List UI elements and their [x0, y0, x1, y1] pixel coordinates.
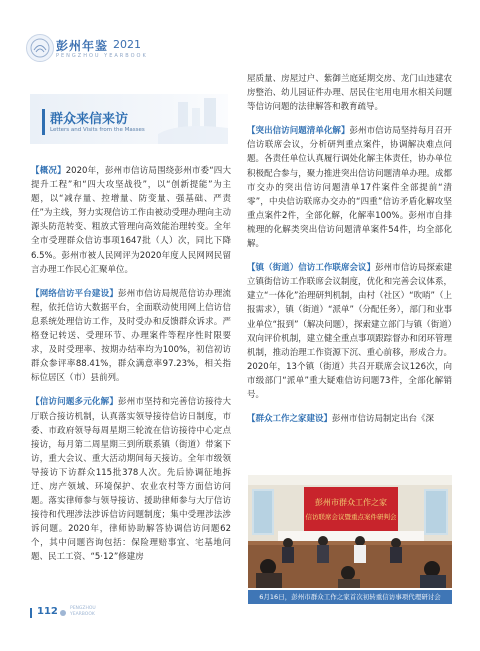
meeting-photo [248, 475, 452, 588]
right-text-column [247, 72, 452, 436]
footer-accent-bar [30, 608, 32, 618]
footer-dot-icon [60, 610, 66, 616]
yearbook-title: 彭州年鉴 [56, 39, 109, 53]
yearbook-subtitle: PENGZHOU YEARBOOK [56, 53, 148, 59]
section-subtitle: Letters and Visits from the Masses [50, 127, 145, 133]
meeting-photo-illustration [248, 475, 452, 588]
paragraph-text: 彭州市信访局制定出台《深 [332, 414, 435, 425]
page-header [0, 0, 480, 70]
left-text-column [31, 164, 231, 575]
paragraph-text: 彭州市信访局探索建立镇街信访工作联席会议制度，优化和完善会议体系，建立“一体化”治理研判机制，由村（社区）“吹哨”（上报需求），镇（街道）“派单”（分配任务），部门和业事业单位“报到”（解决问题），探索建立部门与镇（街道）双向评价机制，建立健全重点事项跟踪督办和闭环管理机制，推动治理工作资源下沉、重心前移，形成合力。2020年，13个镇（街道）共召开联席会议126次，向市级部门“派单”重大疑难信访问题73件，全部化解销号。 [247, 263, 452, 400]
paragraph-text: 彭州市坚持和完善信访接待大厅联合接访机制，认真落实领导接待信访日制度，市委、市政府领导每周星期三轮流在信访接待中心定点接访，每月第二周星期三到所联系镇（街道）带案下访，重大会议、重大活动期间每天接访。全年市级领导接访下访群众115批378人次。先后协调征地拆迁、房产领域、环境保护、农业农村等方面信访问题。落实律师参与领导接访、援助律师参与大厅信访接待和代理涉法涉诉信访问题制度；集中受理涉法涉诉问题。2020年，律师协助解答协调信访问题62个，其中问题咨询包括：保险理赔事宜、宅基地问题、民工工资、“5·12”修建房 [31, 397, 231, 563]
paragraph-text: 彭州市信访局坚持每月召开信访联席会议，分析研判重点案件，协调解决难点问题。各责任单位认真履行调处化解主体责任，协办单位积极配合参与，聚力推进突出信访问题清单办理。成都市交办的突出信访问题清单17件案件全部提前“清零”，中央信访联席办交办的“四重”信访矛盾化解攻坚重点案件2件，全部化解，化解率100%。彭州市自排梳理的化解类突出信访问题清单案件54件，均全部化解。 [247, 126, 452, 250]
paragraph-tag: 【网络信访平台建设】 [31, 288, 119, 299]
paragraph-tag: 【镇（街道）信访工作联席会议】 [247, 263, 376, 274]
section-banner [30, 94, 228, 144]
paragraph-text: 屋质量、房屋过户、紫御兰庭延期交房、龙门山违建农房整治、幼儿园证件办理、居民住宅用电用水相关问题等信访问题的法律解答和教育疏导。 [247, 74, 452, 113]
paragraph-tag: 【突出信访问题清单化解】 [247, 126, 350, 137]
photo-caption: 6月16日，彭州市群众工作之家首次初转重信访事项代理研讨会 [248, 590, 452, 604]
photo-banner-line1: 彭州市群众工作之家 [315, 498, 387, 507]
banner-accent-bar [42, 109, 45, 135]
paragraph-tag: 【群众工作之家建设】 [247, 414, 333, 425]
paragraph [247, 261, 452, 402]
yearbook-logo-icon [26, 34, 54, 62]
photo-banner-line2: 信访联席会议暨重点案件研判会 [305, 513, 397, 521]
page-number: 112 [37, 606, 58, 617]
banner-decoration-icon [118, 94, 228, 144]
paragraph [247, 124, 452, 251]
paragraph-tag: 【概况】 [31, 166, 66, 176]
footer-label-line2: YEARBOOK [70, 612, 95, 617]
paragraph [31, 164, 231, 277]
paragraph [247, 412, 452, 426]
paragraph-tag: 【信访问题多元化解】 [31, 397, 119, 408]
paragraph [31, 287, 231, 386]
paragraph [247, 72, 452, 114]
footer-label [70, 606, 96, 618]
yearbook-year: 2021 [113, 38, 141, 51]
paragraph-text: 2020年，彭州市信访局围绕彭州市委“四大提升工程”和“四大攻坚战役”，以“创新提能”为主题，以“减存量、控增量、防变量、强基础、严责任”为主线，努力实现信访工作由被动受理办理向主动源头防范转变、粗放式管理向高效能治理转变。全年全市受理群众信访事项1647批（人）次，同比下降6.5%。彭州市被人民网评为2020年度人民网网民留言办理工作民心汇聚单位。 [31, 166, 231, 275]
footer-label-line1: PENGZHOU [70, 606, 96, 611]
paragraph-text: 彭州市信访局规范信访办理流程，依托信访大数据平台，全面联动使用网上信访信息系统处理信访工作，及时受办和反馈群众诉求。严格登记转送、受理环节、办理案件等程序性时限要求，及时受理率、按期办结率均为100%，初信初访群众参评率88.41%，群众满意率97.23%，相关指标位居区（市）县前列。 [31, 288, 231, 384]
section-title: 群众来信来访 [50, 112, 129, 127]
paragraph [31, 395, 231, 564]
